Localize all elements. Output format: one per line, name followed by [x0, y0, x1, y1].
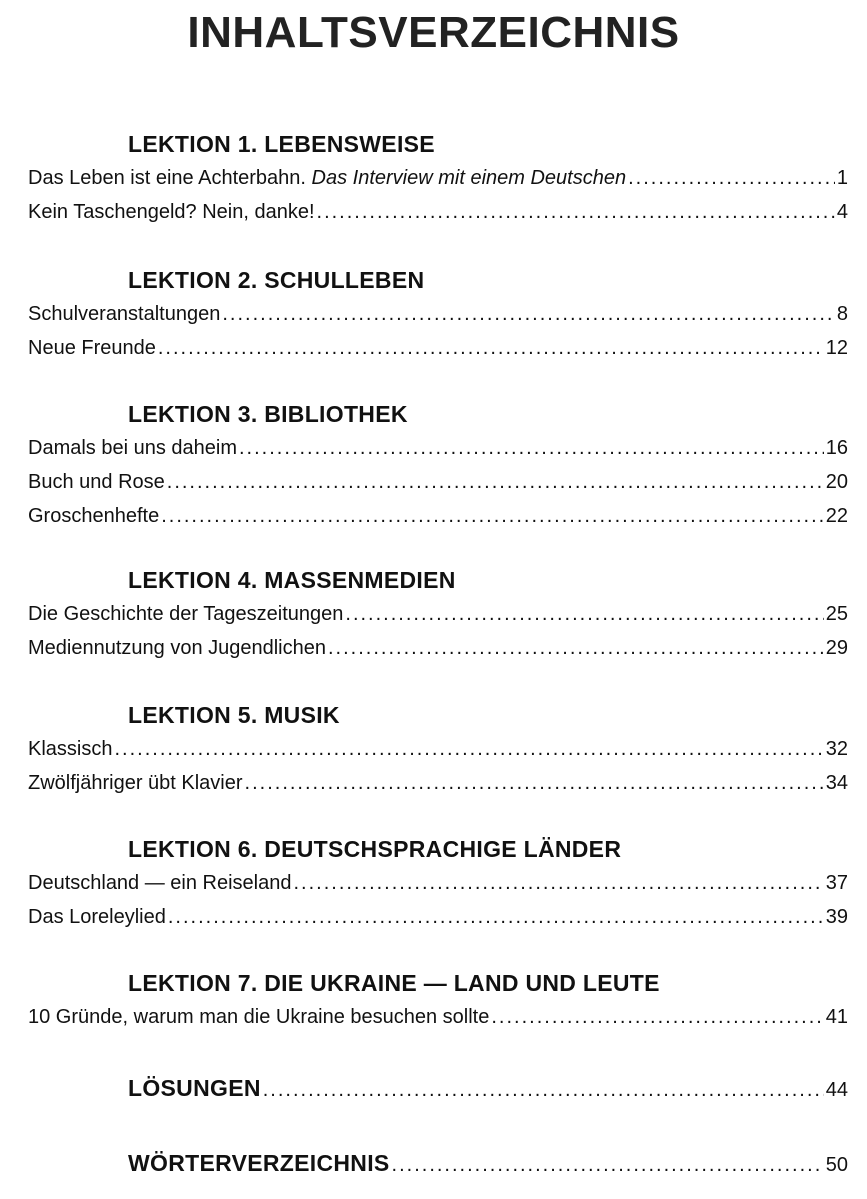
entry-title: Neue Freunde	[28, 337, 156, 359]
toc-entry	[28, 900, 848, 934]
toc-entry	[28, 1000, 848, 1034]
lesson-heading: LEKTION 6. DEUTSCHSPRACHIGE LÄNDER	[128, 836, 622, 862]
lesson-heading: LEKTION 1. LEBENSWEISE	[128, 131, 435, 157]
toc-entry	[28, 631, 848, 665]
page-number: 37	[825, 872, 848, 894]
glossary-label: WÖRTERVERZEICHNIS	[128, 1150, 390, 1176]
solutions-entry	[128, 1071, 848, 1105]
entry-title: Buch und Rose	[28, 471, 165, 493]
toc-entry	[28, 597, 848, 631]
page-number: 22	[825, 505, 848, 527]
dot-leader	[392, 1148, 824, 1182]
entry-title: 10 Gründe, warum man die Ukraine besuchen sollte	[28, 1006, 490, 1028]
lesson-heading: LEKTION 5. MUSIK	[128, 702, 340, 728]
page-number: 1	[836, 167, 848, 189]
toc-entry	[28, 161, 848, 195]
toc-entry	[28, 465, 848, 499]
entry-title: Kein Taschengeld? Nein, danke!	[28, 201, 315, 223]
page-number: 41	[825, 1006, 848, 1028]
lesson-2-section	[0, 263, 867, 365]
lesson-heading: LEKTION 7. DIE UKRAINE — LAND UND LEUTE	[128, 970, 660, 996]
lesson-5-section	[0, 698, 867, 800]
page-number: 16	[825, 437, 848, 459]
toc-entry	[28, 732, 848, 766]
page-number: 50	[825, 1154, 848, 1176]
entry-title: Schulveranstaltungen	[28, 303, 221, 325]
lesson-1-section	[0, 127, 867, 229]
lesson-7-section	[0, 966, 867, 1034]
toc-entry	[28, 766, 848, 800]
dot-leader	[317, 195, 835, 229]
page-number: 20	[825, 471, 848, 493]
dot-leader	[161, 499, 824, 533]
dot-leader	[158, 331, 824, 365]
toc-entry	[28, 297, 848, 331]
entry-title: Deutschland — ein Reiseland	[28, 872, 292, 894]
entry-title: Die Geschichte der Tageszeitungen	[28, 603, 344, 625]
dot-leader	[114, 732, 823, 766]
dot-leader	[628, 161, 835, 195]
lesson-heading: LEKTION 2. SCHULLEBEN	[128, 267, 425, 293]
page-number: 44	[825, 1079, 848, 1101]
page-number: 8	[836, 303, 848, 325]
entry-title: Damals bei uns daheim	[28, 437, 237, 459]
page-number: 25	[825, 603, 848, 625]
dot-leader	[328, 631, 824, 665]
dot-leader	[491, 1000, 823, 1034]
entry-title: Groschenhefte	[28, 505, 160, 527]
dot-leader	[245, 766, 824, 800]
dot-leader	[263, 1073, 824, 1107]
entry-subtitle-italic: Das Interview mit einem Deutschen	[311, 167, 627, 189]
toc-entry	[28, 499, 848, 533]
lesson-4-section	[0, 563, 867, 665]
dot-leader	[168, 900, 824, 934]
page-number: 34	[825, 772, 848, 794]
page-number: 32	[825, 738, 848, 760]
toc-entry	[28, 195, 848, 229]
page-number: 39	[825, 906, 848, 928]
lesson-heading: LEKTION 4. MASSENMEDIEN	[128, 567, 456, 593]
dot-leader	[345, 597, 823, 631]
entry-title: Mediennutzung von Jugendlichen	[28, 637, 326, 659]
dot-leader	[294, 866, 824, 900]
lesson-6-section	[0, 832, 867, 934]
entry-title: Das Loreleylied	[28, 906, 166, 928]
toc-entry	[28, 331, 848, 365]
lesson-3-section	[0, 397, 867, 533]
dot-leader	[167, 465, 824, 499]
entry-title: Das Leben ist eine Achterbahn. Das Interview mit einem Deutschen	[28, 167, 627, 189]
lesson-heading: LEKTION 3. BIBLIOTHEK	[128, 401, 408, 427]
entry-title: Zwölfjähriger übt Klavier	[28, 772, 243, 794]
dot-leader	[239, 431, 824, 465]
dot-leader	[222, 297, 835, 331]
page-number: 12	[825, 337, 848, 359]
entry-title: Klassisch	[28, 738, 113, 760]
toc-entry	[28, 431, 848, 465]
toc-entry	[28, 866, 848, 900]
page-number: 4	[836, 201, 848, 223]
page-number: 29	[825, 637, 848, 659]
glossary-entry	[128, 1146, 848, 1180]
page-title: INHALTSVERZEICHNIS	[187, 8, 680, 57]
solutions-label: LÖSUNGEN	[128, 1075, 261, 1101]
